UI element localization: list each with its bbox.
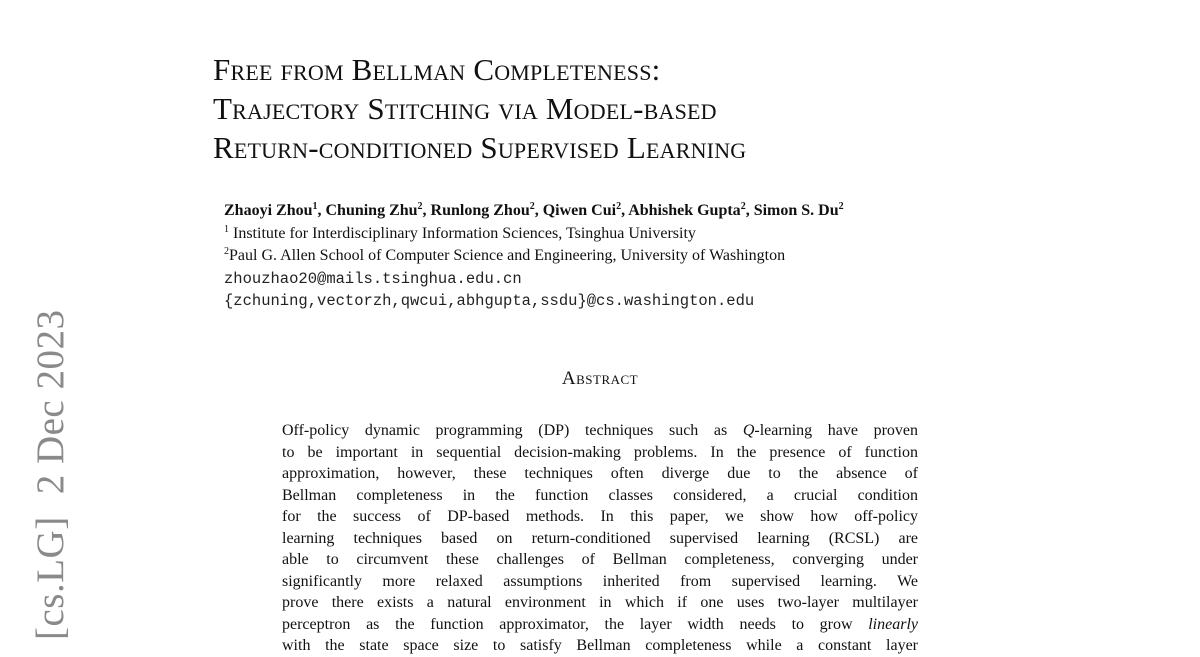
author-name: Abhishek Gupta bbox=[628, 202, 741, 219]
abstract-text: prove there exists a natural environment in which if one uses two-layer multilayer bbox=[282, 594, 918, 611]
affiliation-text: Institute for Interdisciplinary Information Sciences, Tsinghua University bbox=[229, 225, 696, 242]
title-line: Trajectory Stitching via Model-based bbox=[213, 91, 717, 126]
author-name: Qiwen Cui bbox=[542, 202, 617, 219]
author-affiliation-mark: 2 bbox=[616, 201, 622, 212]
author-name: Runlong Zhou bbox=[430, 202, 530, 219]
abstract-line bbox=[282, 463, 918, 485]
abstract-text: significantly more relaxed assumptions inherited from supervised learning. We bbox=[282, 572, 918, 590]
abstract-line bbox=[282, 528, 918, 550]
author-email: {zchuning,vectorzh,qwcui,abhgupta,ssdu}@cs.washington.edu bbox=[224, 292, 755, 310]
author-affiliation-mark: 2 bbox=[529, 201, 535, 212]
abstract-line bbox=[282, 635, 918, 657]
abstract-heading: Abstract bbox=[561, 368, 639, 389]
title-line: Free from Bellman Completeness: bbox=[213, 52, 661, 87]
author-separator: , bbox=[422, 202, 431, 219]
author-affiliation-mark: 2 bbox=[838, 201, 844, 212]
author-email: zhouzhao20@mails.tsinghua.edu.cn bbox=[224, 270, 522, 288]
author-affiliation-mark: 1 bbox=[312, 201, 318, 212]
arxiv-stamp bbox=[28, 310, 73, 641]
abstract-text: for the success of DP-based methods. In this paper, we show how off-policy bbox=[282, 508, 918, 525]
abstract-line bbox=[282, 485, 918, 507]
abstract-emphasis: linearly bbox=[868, 615, 918, 633]
arxiv-date: 2 Dec 2023 bbox=[29, 309, 72, 495]
abstract-text: able to circumvent these challenges of Bellman completeness, converging under bbox=[282, 551, 918, 568]
abstract-line bbox=[282, 592, 918, 614]
abstract-text: approximation, however, these techniques often diverge due to the absence of bbox=[282, 465, 918, 482]
abstract-body bbox=[282, 420, 918, 657]
abstract-text: Off-policy dynamic programming (DP) techniques such as bbox=[282, 422, 743, 439]
abstract-text: perceptron as the function approximator, the layer width needs to grow bbox=[282, 615, 869, 633]
abstract-line bbox=[282, 571, 918, 593]
abstract-line bbox=[282, 506, 918, 528]
affiliation-mark: 2 bbox=[224, 246, 229, 257]
abstract-line bbox=[282, 614, 918, 636]
author-separator: , bbox=[534, 202, 543, 219]
author-name: Chuning Zhu bbox=[325, 202, 418, 219]
affiliation-text: Paul G. Allen School of Computer Science and Engineering, University of Washington bbox=[229, 247, 786, 264]
author-affiliation-mark: 2 bbox=[417, 201, 423, 212]
affiliation bbox=[224, 245, 1124, 267]
author-affiliation-mark: 2 bbox=[740, 201, 746, 212]
author-separator: , bbox=[317, 202, 326, 219]
author-name: Simon S. Du bbox=[753, 202, 839, 219]
paper-title bbox=[213, 50, 1113, 167]
abstract-text: Bellman completeness in the function classes considered, a crucial condition bbox=[282, 486, 918, 504]
author-name: Zhaoyi Zhou bbox=[224, 202, 313, 219]
title-line: Return-conditioned Supervised Learning bbox=[213, 130, 747, 165]
abstract-line bbox=[282, 549, 918, 571]
abstract-text: learning techniques based on return-conditioned supervised learning (RCSL) are bbox=[282, 529, 918, 547]
author-separator: , bbox=[745, 202, 754, 219]
arxiv-category: [cs.LG] bbox=[29, 516, 72, 640]
abstract-line bbox=[282, 420, 918, 442]
author-list bbox=[224, 200, 1124, 222]
author-separator: , bbox=[621, 202, 629, 219]
abstract-line bbox=[282, 442, 918, 464]
affiliation-mark: 1 bbox=[224, 224, 229, 235]
abstract-emphasis: Q bbox=[742, 422, 755, 439]
abstract-text: to be important in sequential decision-making problems. In the presence of function bbox=[282, 443, 918, 461]
affiliation bbox=[224, 223, 1124, 245]
abstract-text: with the state space size to satisfy Bellman completeness while a constant layer bbox=[282, 637, 918, 654]
abstract-text: -learning have proven bbox=[754, 422, 918, 439]
